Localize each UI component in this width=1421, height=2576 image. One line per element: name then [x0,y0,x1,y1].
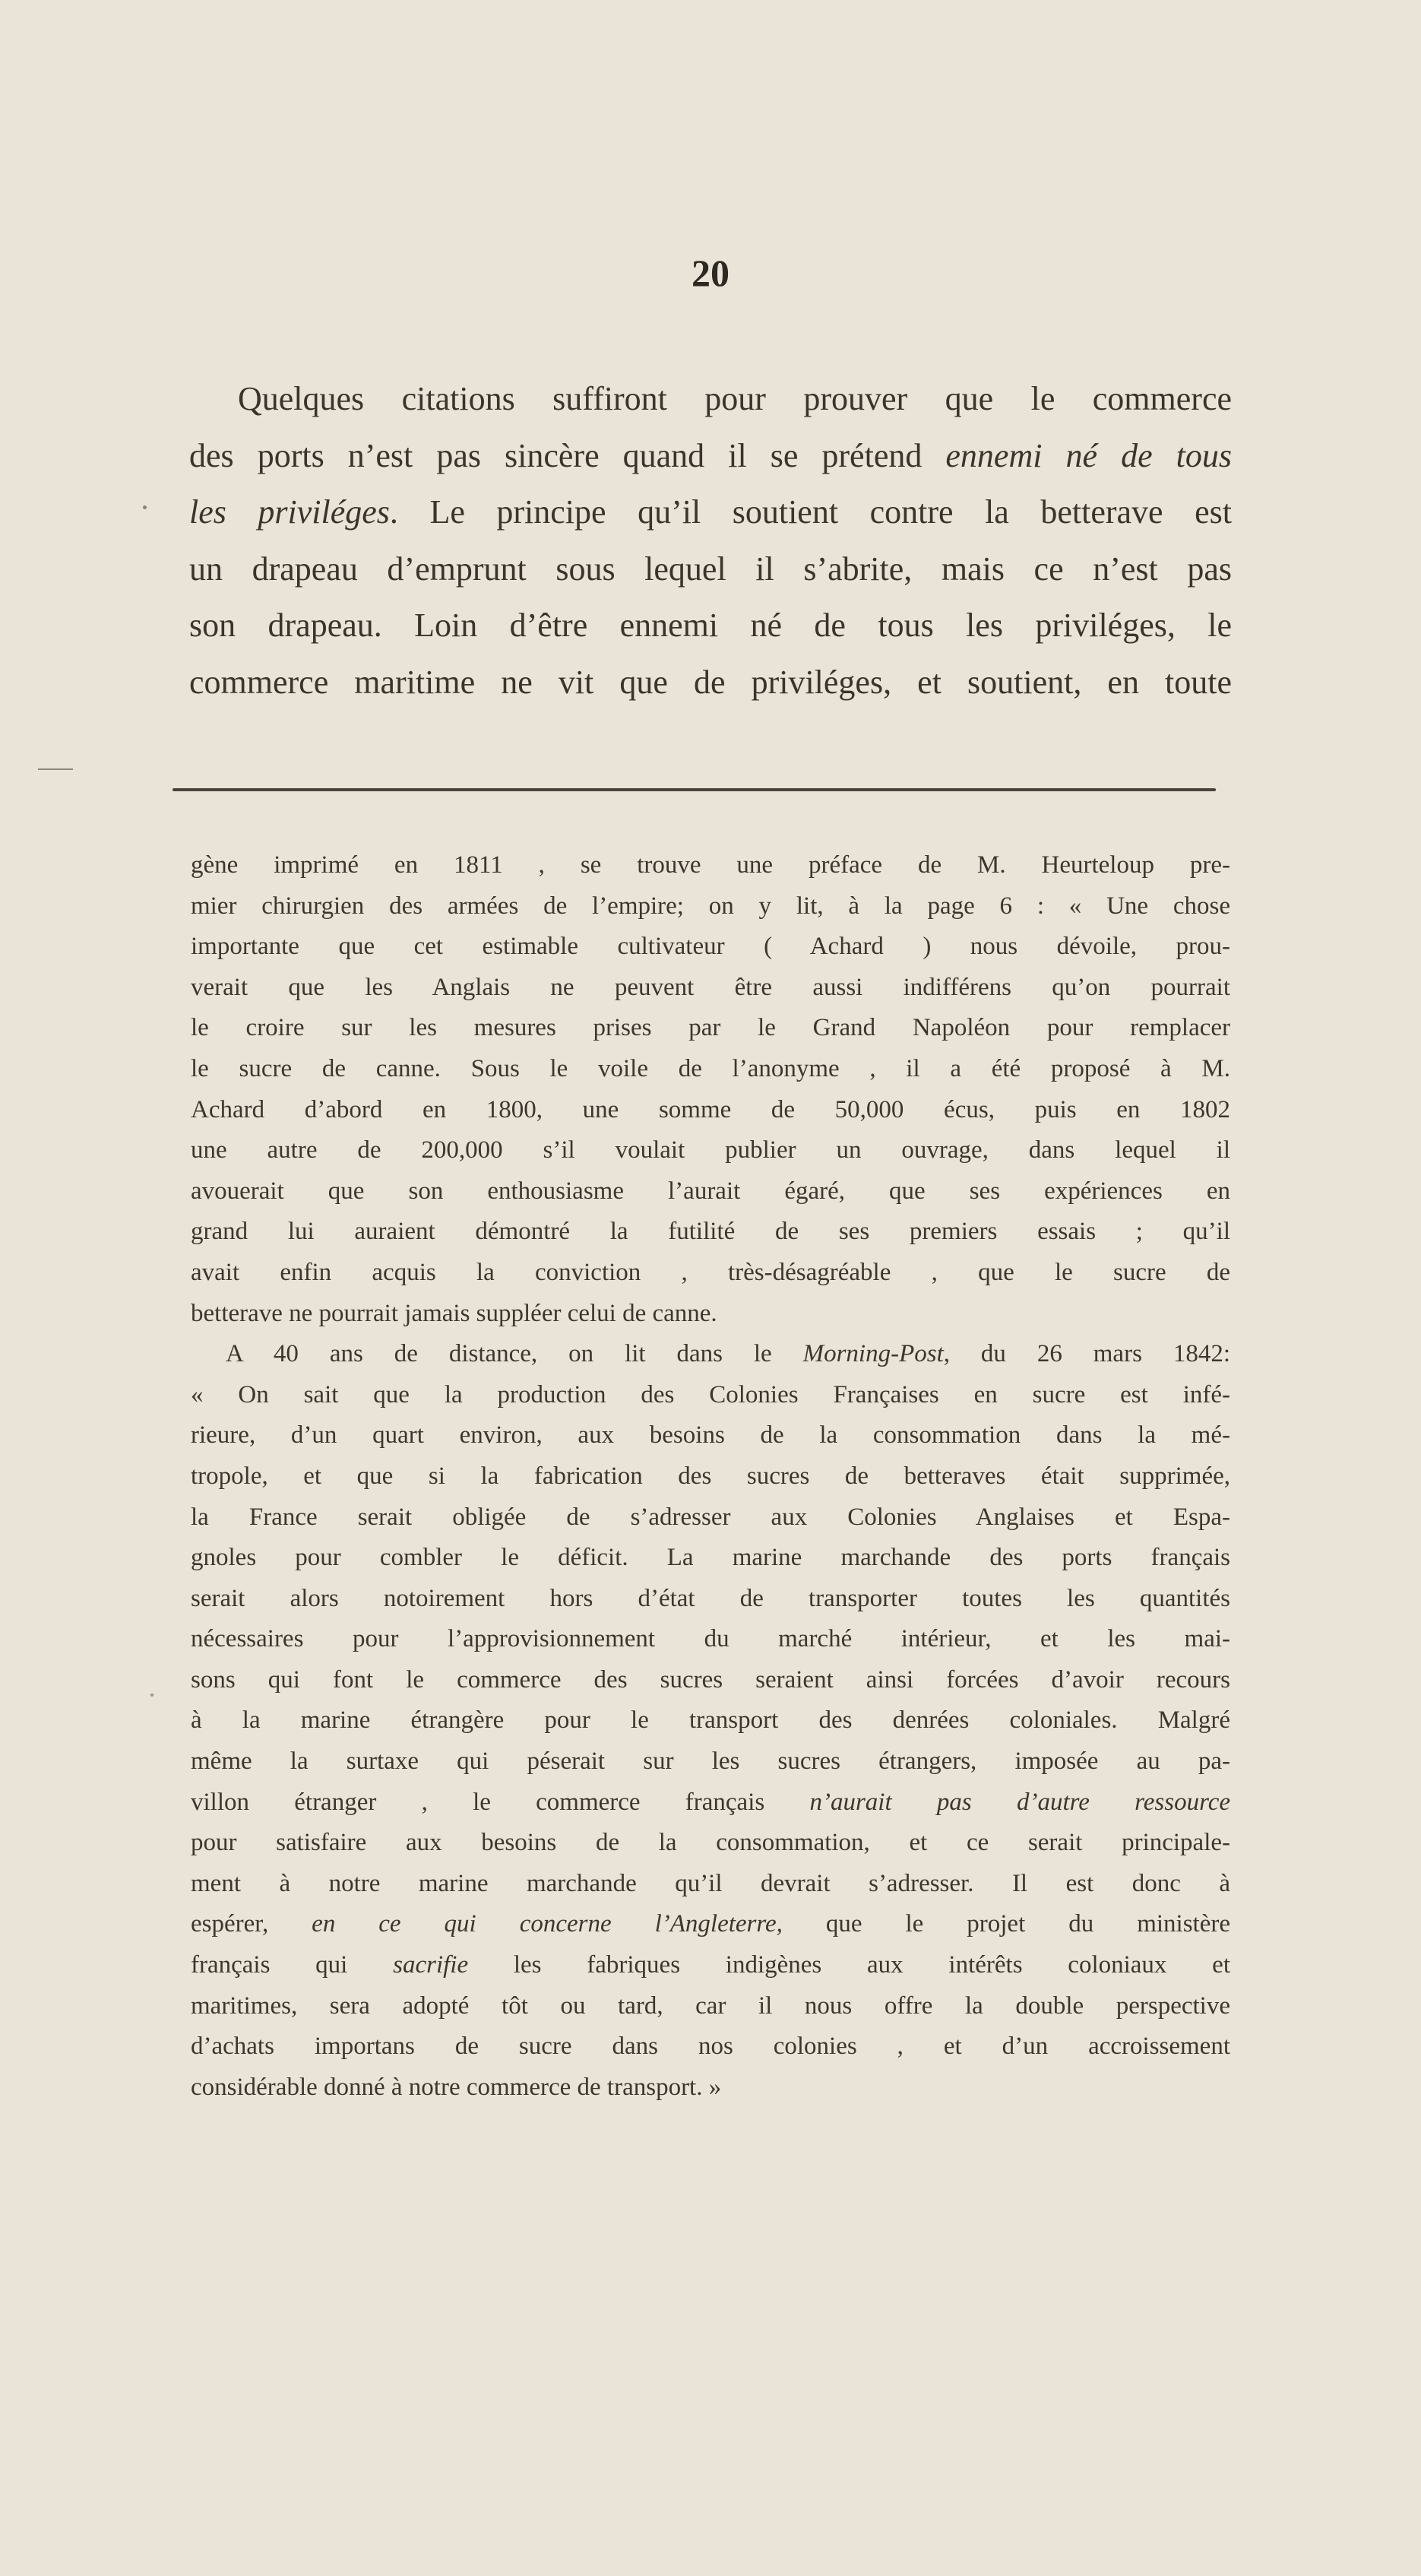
main-text [189,371,1232,711]
footnote-text [191,845,1230,2108]
text-segment: Quelques citations suffiront pour prouver que le commerce [238,380,1232,417]
footnote-line [191,1700,1230,1741]
text-segment: une autre de 200,000 s’il voulait publier un ouvrage, dans lequel il [191,1136,1230,1164]
text-segment: ment à notre marine marchande qu’il devrait s’adresser. Il est donc à [191,1869,1230,1897]
main-line [189,541,1232,598]
footnote-line [191,886,1230,927]
footnote-line [191,1741,1230,1782]
text-segment: rieure, d’un quart environ, aux besoins de la consommation dans la mé- [191,1421,1230,1450]
text-segment: mier chirurgien des armées de l’empire; on y lit, à la page 6 : « Une chose [191,892,1230,920]
text-segment: importante que cet estimable cultivateur ( Achard ) nous dévoile, prou- [191,933,1230,961]
text-segment: villon étranger , le commerce français [191,1788,810,1816]
text-segment: gnoles pour combler le déficit. La marine marchande des ports français [191,1544,1230,1572]
text-segment: gène imprimé en 1811 , se trouve une préface de M. Heurteloup pre- [191,851,1230,879]
text-segment: tropole, et que si la fabrication des sucres de betteraves était supprimée, [191,1462,1230,1490]
main-line [189,484,1232,541]
text-segment: la France serait obligée de s’adresser aux Colonies Anglaises et Espa- [191,1503,1230,1531]
text-segment: commerce maritime ne vit que de priviléges, et soutient, en toute [189,663,1232,701]
main-line [189,428,1232,485]
text-segment: betterave ne pourrait jamais suppléer celui de canne. [191,1299,717,1327]
text-segment: d’achats importans de sucre dans nos colonies , et d’un accroissement [191,2033,1230,2061]
text-segment: verait que les Anglais ne peuvent être aussi indifférens qu’on pourrait [191,973,1230,1001]
text-segment: Achard d’abord en 1800, une somme de 50,000 écus, puis en 1802 [191,1095,1230,1123]
italic-text: n’aurait pas d’autre ressource [809,1788,1230,1816]
footnote-line [191,1294,1230,1335]
footnote-line [191,1049,1230,1090]
text-segment: « On sait que la production des Colonies Françaises en sucre est infé- [191,1380,1230,1408]
footnote-separator-rule [172,788,1216,791]
footnote-line [191,1008,1230,1049]
margin-mark [143,505,147,509]
text-segment: , du 26 mars 1842: [943,1340,1230,1368]
text-segment: A 40 ans de distance, on lit dans le [226,1340,803,1368]
text-segment: espérer, [191,1910,312,1938]
footnote-line [191,1823,1230,1864]
footnote-line [191,1456,1230,1497]
text-segment: . Le principe qu’il soutient contre la betterave est [389,493,1232,531]
text-segment: avouerait que son enthousiasme l’aurait égaré, que ses expériences en [191,1177,1230,1205]
text-segment: pour satisfaire aux besoins de la consommation, et ce serait principale- [191,1829,1230,1857]
text-segment: maritimes, sera adopté tôt ou tard, car il nous offre la double perspective [191,1991,1230,2020]
italic-text: Morning-Post [802,1340,944,1368]
footnote-line [191,1986,1230,2027]
footnote-line [191,1090,1230,1131]
italic-text: sacrifie [393,1951,469,1979]
text-segment: français qui [191,1951,394,1979]
text-segment: sons qui font le commerce des sucres seraient ainsi forcées d’avoir recours [191,1665,1230,1694]
footnote-line [191,1375,1230,1416]
italic-text: ennemi né de tous [945,436,1232,474]
footnote-line [191,2026,1230,2067]
footnote-line [191,1579,1230,1620]
main-line [189,654,1232,711]
text-segment: même la surtaxe qui péserait sur les sucres étrangers, imposée au pa- [191,1747,1230,1776]
text-segment: son drapeau. Loin d’être ennemi né de tous les priviléges, le [189,607,1232,644]
footnote-line [191,1253,1230,1294]
footnote-line [191,927,1230,968]
footnote-line [191,1660,1230,1701]
text-segment: le croire sur les mesures prises par le Grand Napoléon pour remplacer [191,1014,1230,1042]
footnote-line [191,968,1230,1009]
text-segment: que le projet du ministère [782,1910,1230,1938]
text-segment: des ports n’est pas sincère quand il se prétend [189,436,946,474]
footnote-line [191,2067,1230,2109]
text-segment: considérable donné à notre commerce de transport. » [191,2073,722,2101]
italic-text: les priviléges [189,493,390,531]
footnote-line [191,1619,1230,1660]
margin-mark [150,1694,153,1697]
main-line [189,597,1232,654]
footnote-line [191,1171,1230,1212]
footnote-line [191,1538,1230,1579]
footnote-line [191,845,1230,886]
footnote-line [191,1782,1230,1823]
footnote-line [191,1904,1230,1945]
text-segment: un drapeau d’emprunt sous lequel il s’abrite, mais ce n’est pas [189,550,1232,588]
footnote-line [191,1130,1230,1171]
text-segment: grand lui auraient démontré la futilité de ses premiers essais ; qu’il [191,1218,1230,1246]
footnote-line [191,1212,1230,1253]
footnote-line [191,1497,1230,1538]
page-number: 20 [692,252,729,294]
margin-mark [38,768,73,770]
footnote-line [191,1415,1230,1456]
text-segment: serait alors notoirement hors d’état de transporter toutes les quantités [191,1584,1230,1612]
text-segment: nécessaires pour l’approvisionnement du marché intérieur, et les mai- [191,1625,1230,1653]
text-segment: les fabriques indigènes aux intérêts coloniaux et [468,1951,1230,1979]
text-segment: à la marine étrangère pour le transport des denrées coloniales. Malgré [191,1706,1230,1735]
footnote-line [191,1334,1230,1375]
main-line [189,371,1232,428]
footnote-line [191,1864,1230,1905]
italic-text: en ce qui concerne l’Angleterre, [312,1910,783,1938]
text-segment: avait enfin acquis la conviction , très-désagréable , que le sucre de [191,1258,1230,1286]
text-segment: le sucre de canne. Sous le voile de l’anonyme , il a été proposé à M. [191,1054,1230,1082]
footnote-line [191,1945,1230,1986]
